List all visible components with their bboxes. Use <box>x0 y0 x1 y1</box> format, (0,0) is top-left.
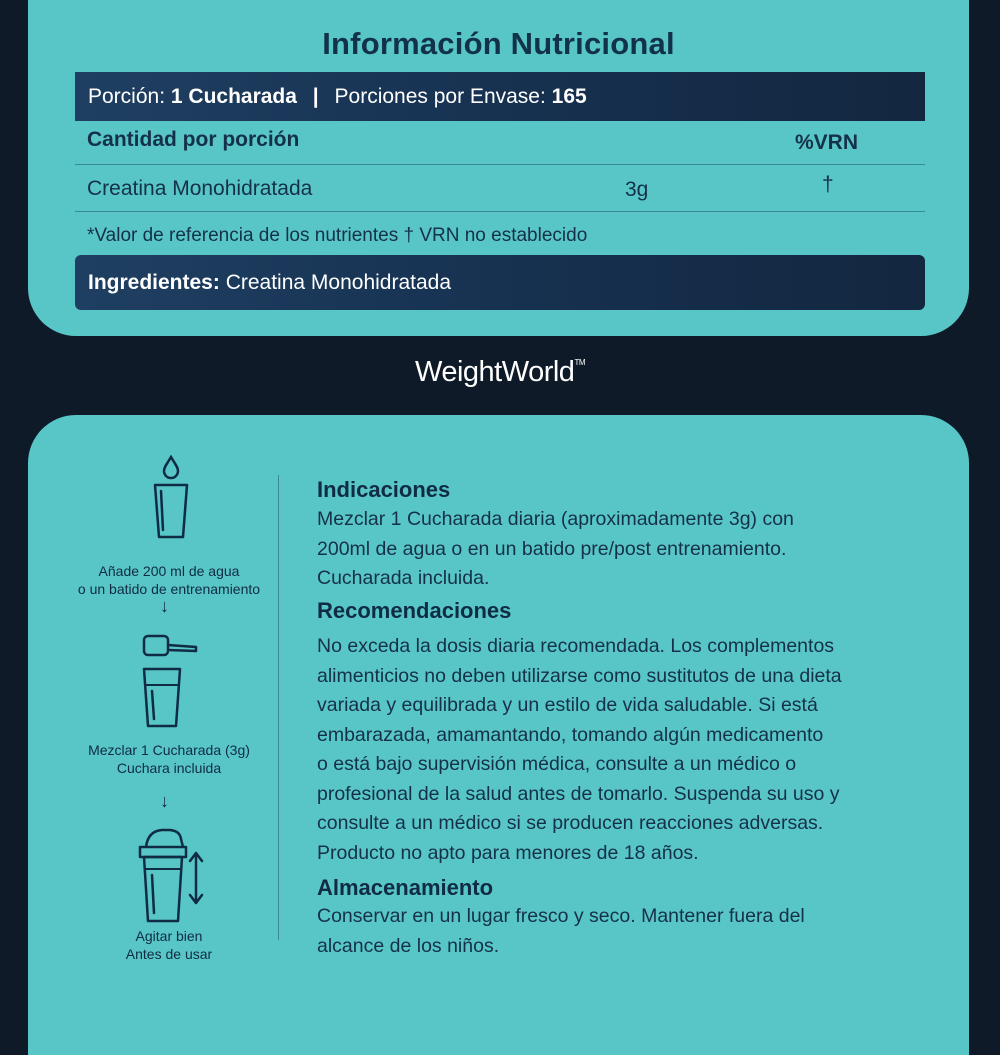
recomendaciones-heading: Recomendaciones <box>317 598 512 623</box>
ingredients-label: Ingredientes: <box>88 271 220 294</box>
servings-value: 165 <box>551 85 587 108</box>
almacenamiento-text: Conservar en un lugar fresco y seco. Mantener fuera del alcance de los niños. <box>317 905 805 957</box>
brand-name: WeightWorld <box>415 356 575 388</box>
water-glass-icon <box>146 455 196 545</box>
ingredients-bar <box>75 255 925 310</box>
table-divider <box>75 211 925 212</box>
step-1-caption: Añade 200 ml de agua o un batido de entrenamiento <box>77 563 261 597</box>
footnote: *Valor de referencia de los nutrientes † VRN no establecido <box>87 225 588 246</box>
brand-logo <box>0 356 1000 389</box>
nutrient-amount: 3g <box>625 178 649 201</box>
header-amount: Cantidad por porción <box>87 128 300 151</box>
portion-label: Porción: <box>88 85 166 108</box>
instructions-panel <box>28 415 969 1055</box>
scoop-glass-icon <box>138 633 228 733</box>
arrow-down-icon: ↓ <box>160 791 169 811</box>
indicaciones-heading: Indicaciones <box>317 477 451 502</box>
indicaciones-text: Mezclar 1 Cucharada diaria (aproximadamente 3g) con 200ml de agua o en un batido pre/post entrenamiento. Cucharada incluida. <box>317 508 794 589</box>
shaker-icon <box>136 825 216 925</box>
nutrient-vrn: † <box>822 173 834 196</box>
table-divider <box>75 164 925 165</box>
brand-tm: TM <box>574 358 585 367</box>
step-3-caption: Agitar bien Antes de usar <box>125 928 213 962</box>
recomendaciones-text: No exceda la dosis diaria recomendada. Los complementos alimenticios no deben utilizarse como sustitutos de una dieta variada y equilibrada y un estilo de vida saludable. Si está embarazada, amamantando, tomando algún medicamento o está bajo supervisión médica, consulte a un médico o profesional de la salud antes de tomarlo. Suspenda su uso y consulte a un médico si se producen reacciones adversas. Producto no apto para menores de 18 años. <box>317 635 842 864</box>
nutrition-panel <box>28 0 969 336</box>
serving-separator: | <box>312 85 319 108</box>
servings-label: Porciones por Envase: <box>334 85 546 108</box>
arrow-down-icon: ↓ <box>160 596 169 616</box>
step-2-caption: Mezclar 1 Cucharada (3g) Cuchara incluida <box>88 742 250 776</box>
page-title: Información Nutricional <box>322 26 675 61</box>
ingredients-value: Creatina Monohidratada <box>225 271 452 294</box>
header-vrn: %VRN <box>795 131 859 154</box>
portion-value: 1 Cucharada <box>170 85 297 108</box>
serving-bar <box>75 72 925 121</box>
nutrient-name: Creatina Monohidratada <box>87 177 313 200</box>
column-divider <box>278 475 279 940</box>
almacenamiento-heading: Almacenamiento <box>317 875 494 900</box>
